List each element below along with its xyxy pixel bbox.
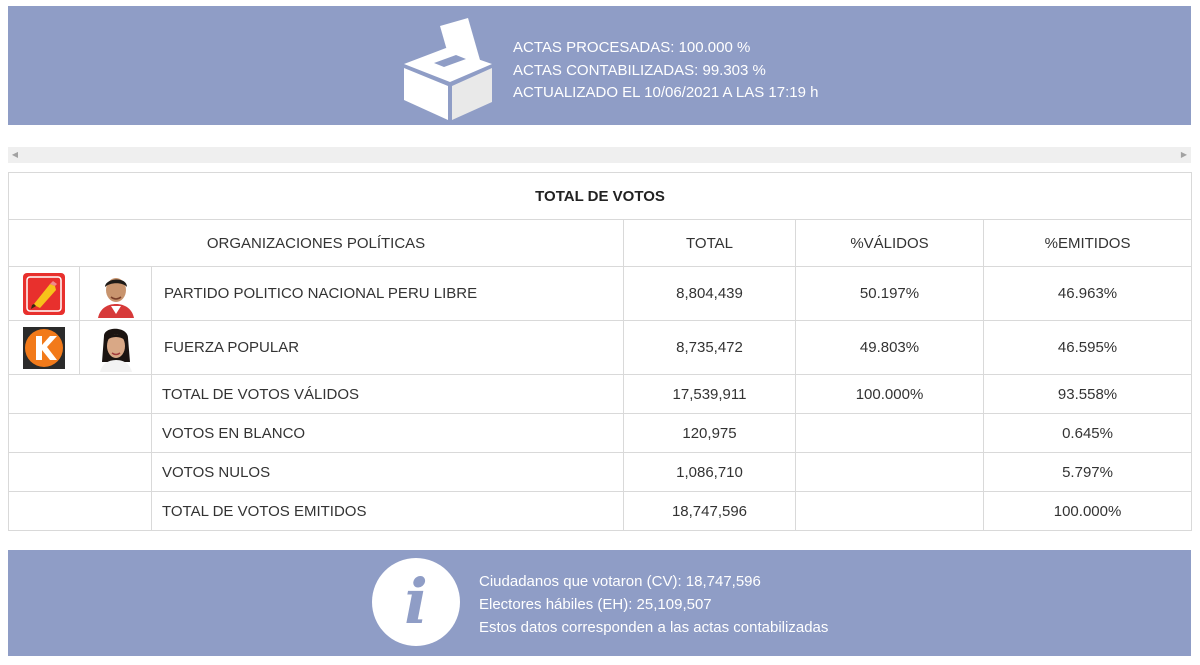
- table-row: [9, 453, 1192, 492]
- header-validos: %VÁLIDOS: [796, 220, 984, 267]
- party-name: FUERZA POPULAR: [152, 321, 624, 375]
- summary-label: VOTOS EN BLANCO: [152, 414, 624, 453]
- empty-cell: [9, 453, 152, 492]
- footer-note: Estos datos corresponden a las actas contabilizadas: [479, 619, 829, 636]
- k-logo-icon: [22, 326, 66, 370]
- actualizado: ACTUALIZADO EL 10/06/2021 A LAS 17:19 h: [513, 84, 819, 101]
- summary-emitted-pct: 5.797%: [984, 453, 1192, 492]
- scroll-left-icon[interactable]: ◀: [11, 150, 19, 159]
- table-title-row: [9, 173, 1192, 220]
- table-row: [9, 414, 1192, 453]
- summary-valid-pct: 100.000%: [796, 375, 984, 414]
- empty-cell: [9, 414, 152, 453]
- summary-total: 17,539,911: [624, 375, 796, 414]
- empty-cell: [9, 375, 152, 414]
- party-total: 8,804,439: [624, 267, 796, 321]
- party-name: PARTIDO POLITICO NACIONAL PERU LIBRE: [152, 267, 624, 321]
- candidate-photo-cell: [80, 267, 152, 321]
- actas-procesadas: ACTAS PROCESADAS: 100.000 %: [513, 39, 751, 56]
- table-row: [9, 267, 1192, 321]
- ballot-box-icon: [394, 14, 498, 122]
- party-logo-cell: [9, 321, 80, 375]
- party-logo-cell: [9, 267, 80, 321]
- party-valid-pct: 49.803%: [796, 321, 984, 375]
- table-row: [9, 375, 1192, 414]
- summary-total: 120,975: [624, 414, 796, 453]
- candidate-photo-icon: [92, 270, 140, 318]
- header-emitidos: %EMITIDOS: [984, 220, 1192, 267]
- summary-valid-pct: [796, 453, 984, 492]
- summary-total: 18,747,596: [624, 492, 796, 531]
- candidate-photo-cell: [80, 321, 152, 375]
- pencil-logo-icon: [22, 272, 66, 316]
- table-title: TOTAL DE VOTOS: [9, 173, 1192, 220]
- table-row: [9, 321, 1192, 375]
- summary-label: TOTAL DE VOTOS VÁLIDOS: [152, 375, 624, 414]
- header-total: TOTAL: [624, 220, 796, 267]
- party-emitted-pct: 46.963%: [984, 267, 1192, 321]
- actas-contabilizadas: ACTAS CONTABILIZADAS: 99.303 %: [513, 61, 766, 79]
- summary-label: VOTOS NULOS: [152, 453, 624, 492]
- info-icon: [372, 558, 460, 646]
- party-valid-pct: 50.197%: [796, 267, 984, 321]
- footer-banner: [8, 550, 1191, 656]
- candidate-photo-icon: [92, 324, 140, 372]
- electores-habiles: Electores hábiles (EH): 25,109,507: [479, 596, 712, 613]
- horizontal-scrollbar[interactable]: [8, 147, 1191, 163]
- table-row: [9, 492, 1192, 531]
- table-header-row: [9, 220, 1192, 267]
- info-glyph: i: [404, 565, 428, 638]
- scroll-right-icon[interactable]: ▶: [1180, 150, 1188, 159]
- summary-valid-pct: [796, 414, 984, 453]
- party-emitted-pct: 46.595%: [984, 321, 1192, 375]
- summary-total: 1,086,710: [624, 453, 796, 492]
- votes-table: [8, 172, 1192, 531]
- party-total: 8,735,472: [624, 321, 796, 375]
- header-banner: [8, 6, 1191, 125]
- header-organizaciones: ORGANIZACIONES POLÍTICAS: [9, 220, 624, 267]
- empty-cell: [9, 492, 152, 531]
- summary-emitted-pct: 100.000%: [984, 492, 1192, 531]
- summary-label: TOTAL DE VOTOS EMITIDOS: [152, 492, 624, 531]
- ciudadanos-que-votaron: Ciudadanos que votaron (CV): 18,747,596: [479, 573, 761, 590]
- summary-emitted-pct: 0.645%: [984, 414, 1192, 453]
- summary-emitted-pct: 93.558%: [984, 375, 1192, 414]
- footer-text: [479, 570, 828, 639]
- header-text: [513, 37, 818, 105]
- summary-valid-pct: [796, 492, 984, 531]
